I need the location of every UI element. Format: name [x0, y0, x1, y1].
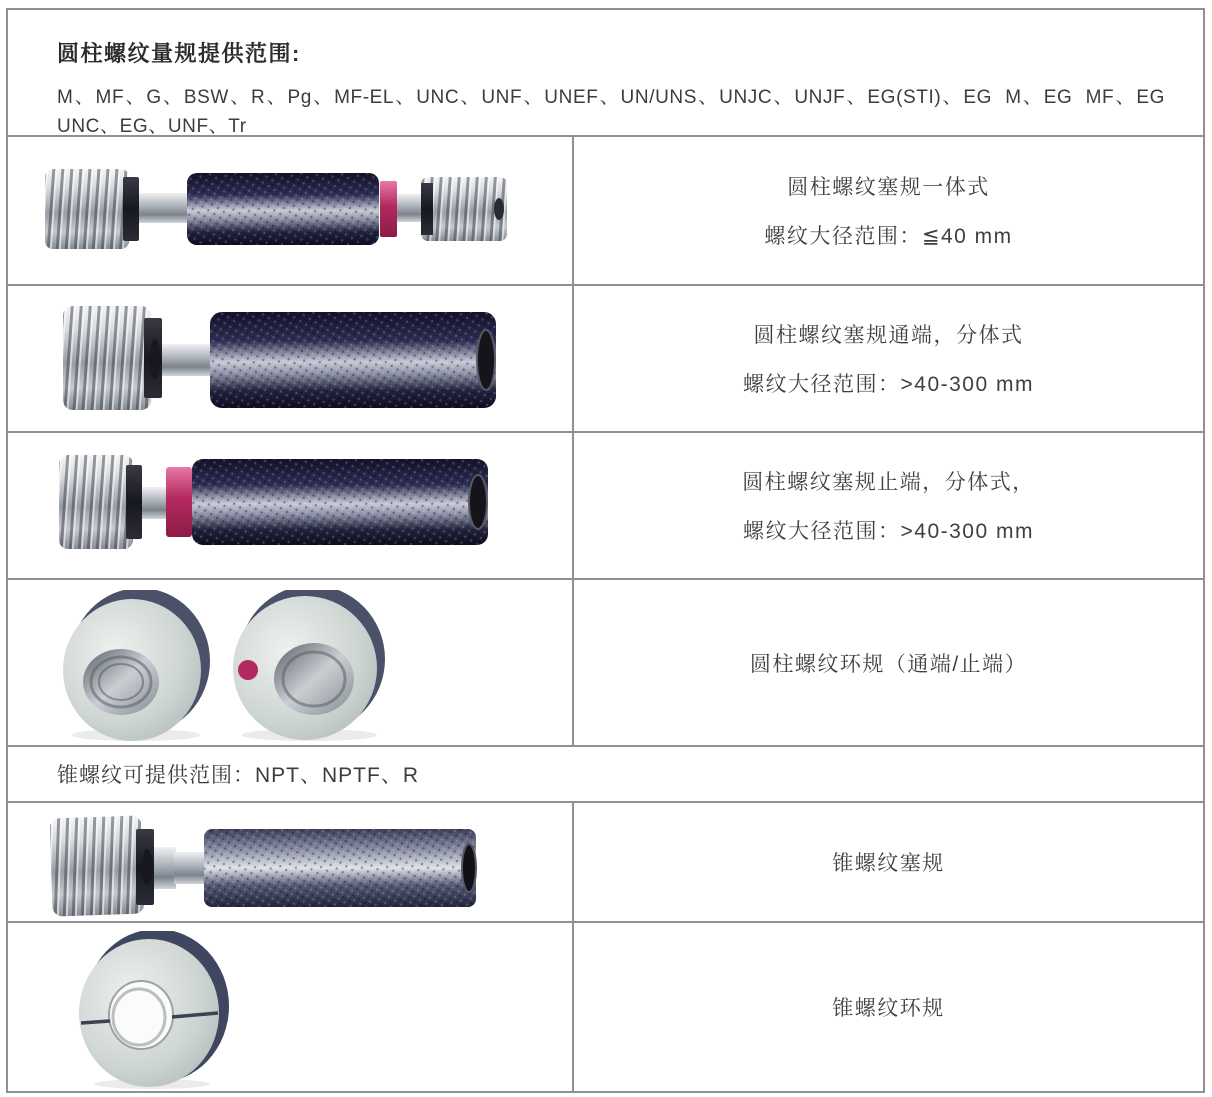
cylindrical-thread-plug-gauge-nogo-image	[58, 445, 498, 560]
cylindrical-thread-plug-gauge-one-piece-image	[44, 159, 509, 259]
product-size-range: 螺纹大径范围：>40-300 mm	[743, 373, 1034, 396]
product-size-range: 螺纹大径范围：≦40 mm	[764, 225, 1013, 248]
table-row	[8, 801, 1203, 921]
thread-standards-list: M、MF、G、BSW、R、Pg、MF-EL、UNC、UNF、UNEF、UN/UNS、UNJC、UNJF、EG(STI)、EG M、EG MF、EG UNC、EG、UNF、Tr	[57, 87, 1165, 138]
product-name: 圆柱螺纹塞规止端，分体式，	[742, 471, 1035, 494]
product-description-cell	[572, 433, 1203, 578]
product-description-cell	[572, 580, 1203, 745]
taper-thread-plug-gauge-image	[50, 815, 485, 919]
taper-section-title: 锥螺纹可提供范围：NPT、NPTF、R	[57, 764, 419, 787]
taper-section-header-row	[8, 745, 1203, 801]
product-description-cell	[572, 803, 1203, 921]
table-header-row	[8, 10, 1203, 138]
table-row	[8, 921, 1203, 1091]
cylindrical-thread-plug-gauge-go-image	[62, 302, 502, 418]
product-name: 圆柱螺纹塞规一体式	[787, 176, 990, 199]
product-description-cell	[572, 923, 1203, 1091]
product-image-cell	[8, 137, 572, 284]
table-row	[8, 284, 1203, 431]
thread-gauge-table	[6, 8, 1205, 1093]
product-size-range: 螺纹大径范围：>40-300 mm	[743, 520, 1034, 543]
product-image-cell	[8, 433, 572, 578]
product-image-cell	[8, 580, 572, 745]
product-name: 圆柱螺纹环规（通端/止端）	[749, 652, 1028, 676]
table-row	[8, 431, 1203, 578]
product-description-cell	[572, 137, 1203, 284]
table-row	[8, 578, 1203, 745]
nogo-red-dot	[238, 660, 258, 680]
cylindrical-section-title: 圆柱螺纹量规提供范围:	[57, 41, 301, 66]
product-image-cell	[8, 286, 572, 431]
product-image-cell	[8, 923, 572, 1091]
table-row	[8, 135, 1203, 284]
taper-thread-ring-gauge-image	[74, 931, 232, 1091]
product-description-cell	[572, 286, 1203, 431]
product-image-cell	[8, 803, 572, 921]
cylindrical-thread-ring-gauges-image	[62, 590, 387, 742]
product-name: 锥螺纹塞规	[832, 852, 945, 875]
product-name: 锥螺纹环规	[832, 997, 945, 1020]
product-name: 圆柱螺纹塞规通端，分体式	[753, 324, 1024, 347]
